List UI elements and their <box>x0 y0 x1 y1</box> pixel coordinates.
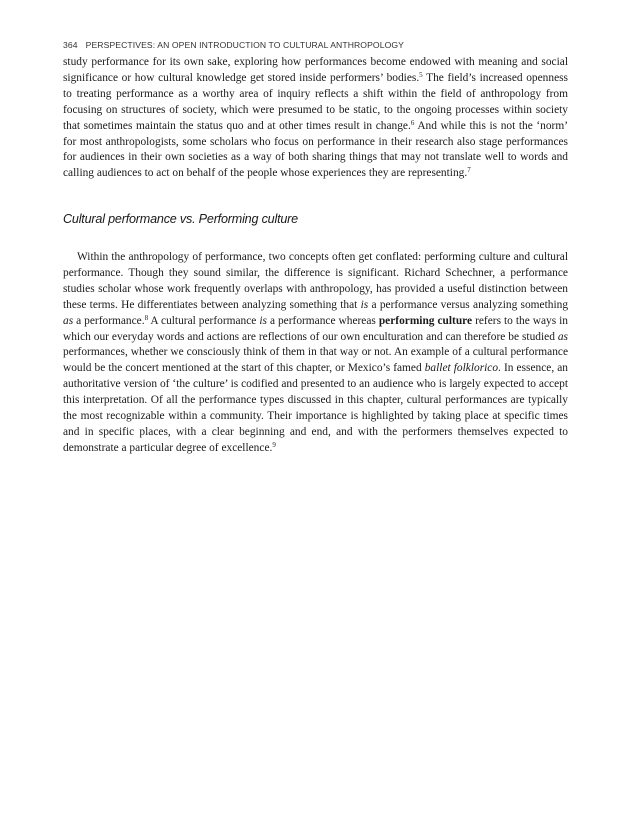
emphasis-is-2: is <box>259 314 267 327</box>
footnote-ref-6[interactable]: 6 <box>410 118 415 127</box>
footnote-ref-7[interactable]: 7 <box>467 166 471 175</box>
paragraph-2-text-2: a performance versus analyzing something <box>368 298 569 311</box>
emphasis-as-2: as <box>557 330 568 343</box>
paragraph-1-text-1: study performance for its own sake, exploring how performances become endowed with meaning and social significance or how cultural knowledge get stored inside performers’ bodies. <box>63 56 568 84</box>
emphasis-is: is <box>360 298 369 311</box>
running-header <box>63 40 568 50</box>
paragraph-1 <box>63 55 568 182</box>
page-number: 364 <box>63 40 78 50</box>
emphasis-as: as <box>63 314 74 327</box>
paragraph-2-text-6: refers to the ways in which our everyday words and actions are reflections of our own enculturation and can therefore be studied <box>63 314 568 343</box>
paragraph-1-text-3: And while this is not the ‘norm’ for most anthropologists, some scholars who focus on performance in their research also stage performances for audiences in their own societies as a way of both sharing things that may not translate well to words and calling audiences to act on behalf of the people whose experiences they are representing. <box>63 119 569 180</box>
paragraph-2-text-1: Within the anthropology of performance, two concepts often get conflated: performing culture and cultural performance. Though they sound similar, the difference is significant. Richard Schechner, a performance studies scholar whose work frequently overlaps with anthropology, has provided a useful distinction between these terms. He differentiates between analyzing something that <box>63 251 568 311</box>
footnote-ref-8[interactable]: 8 <box>144 313 149 322</box>
paragraph-2-text-4: A cultural performance <box>148 314 260 327</box>
paragraph-2-text-8: . In essence, an authoritative version of ‘the culture’ is codified and presented to an audience who is largely expected to accept this interpretation. Of all the performance types discussed in this chapter, cultural performances are typically the most recognizable within a community. Their importance is highlighted by taking place at specific times and in specific places, with a clear beginning and end, and with the performers themselves expected to demonstrate a particular degree of excellence. <box>63 362 568 454</box>
paragraph-2-text-7: performances, whether we consciously think of them in that way or not. An example of a cultural performance would be the concert mentioned at the start of this chapter, or Mexico’s famed <box>63 346 568 375</box>
paragraph-2-text-5: a performance whereas <box>266 314 379 327</box>
paragraph-1-text-2: The field’s increased openness to treating performance as a worthy area of inquiry reflects a shift within the field of anthropology from focusing on structures of society, which were presumed to be static, to the ongoing processes within society that sometimes maintain the status quo and at other times result in change. <box>63 71 568 132</box>
paragraph-2 <box>63 250 568 457</box>
paragraph-2-text-3: a performance. <box>73 314 145 327</box>
book-title: PERSPECTIVES: AN OPEN INTRODUCTION TO CULTURAL ANTHROPOLOGY <box>85 40 404 50</box>
section-heading: Cultural performance vs. Performing culture <box>63 212 298 226</box>
emphasis-ballet-folklorico: ballet folklorico <box>424 362 499 375</box>
key-term-performing-culture: performing culture <box>378 314 473 327</box>
footnote-ref-9[interactable]: 9 <box>272 440 276 449</box>
footnote-ref-5[interactable]: 5 <box>419 70 423 79</box>
